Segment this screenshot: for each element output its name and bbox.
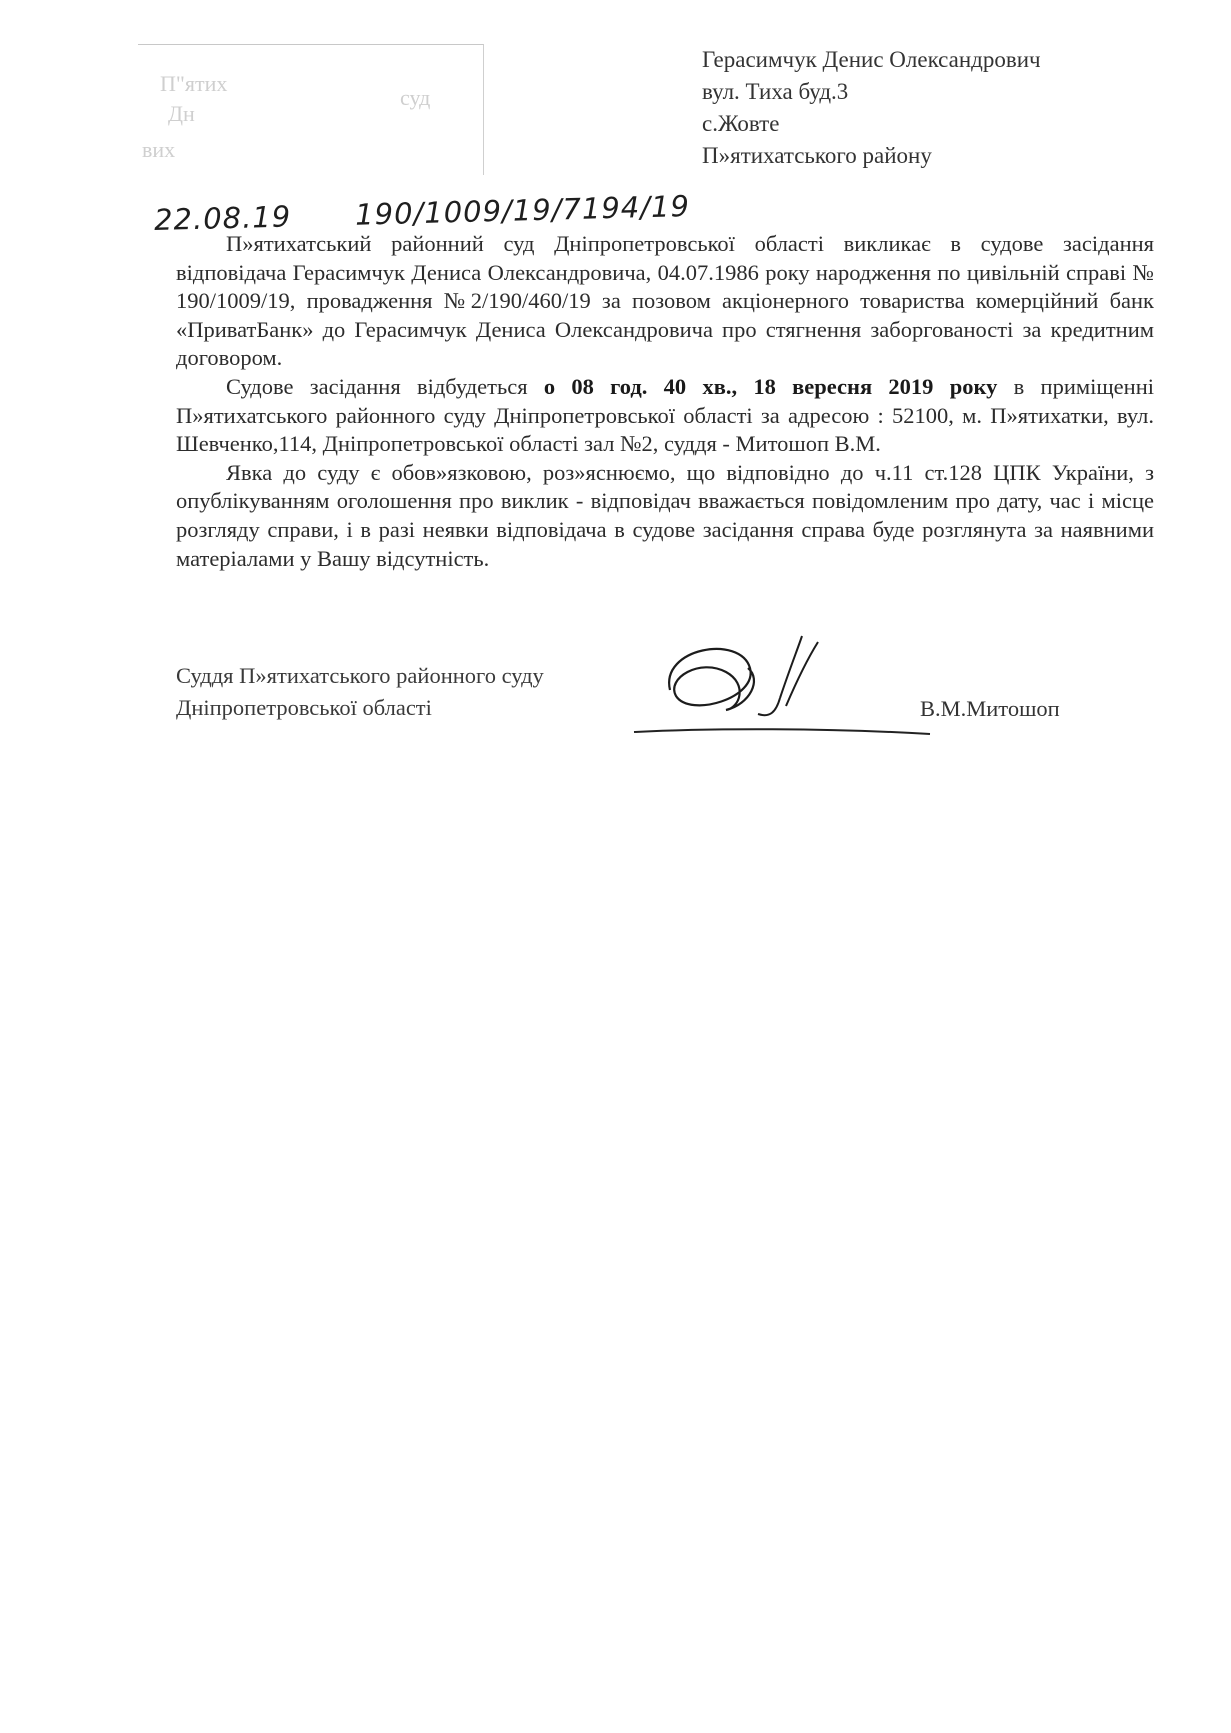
summons-paragraph: П»ятихатський районний суд Дніпропетровської області викликає в судове засідання відповідача Герасимчук Дениса Олександровича, 04.07.1986 року народження по цивільній справі № 190/1009/19, провадження №2/190/460/19 за позовом акціонерного товариства комерційний банк «ПриватБанк» до Герасимчук Дениса Олександровича про стягнення заборгованості за кредитним договором. — [176, 231, 1154, 371]
judge-name: В.М.Митошоп — [920, 696, 1060, 721]
attendance-paragraph: Явка до суду є обов»язковою, роз»яснюємо, що відповідно до ч.11 ст.128 ЦПК України, з опублікуванням оголошення про виклик - відповідач вважається повідомленим про дату, час і місце розгляду справи, і в разі неявки відповідача в судове засідання справа буде розглянута за наявними матеріалами у Вашу відсутність. — [176, 459, 1154, 571]
stamp-line: вих — [142, 137, 176, 162]
summons-body — [176, 230, 1154, 573]
hearing-datetime: о 08 год. 40 хв., 18 вересня 2019 року — [543, 373, 998, 399]
stamp-line: суд — [400, 85, 431, 110]
judge-title — [176, 660, 544, 724]
stamp-line: П"ятих — [160, 71, 228, 96]
recipient-village: с.Жовте — [702, 111, 780, 136]
judge-title-line: Суддя П»ятихатського районного суду — [176, 663, 544, 688]
recipient-street: вул. Тиха буд.3 — [702, 79, 849, 104]
judge-title-line: Дніпропетровської області — [176, 695, 432, 720]
handwritten-date: 22.08.19 — [153, 199, 292, 238]
hearing-paragraph — [176, 373, 1154, 459]
stamp-line: Дн — [168, 101, 195, 126]
registration-stamp — [138, 44, 484, 175]
judge-signature — [630, 628, 950, 748]
hearing-text: Судове засідання відбудеться — [226, 373, 544, 399]
handwritten-case-number: 190/1009/19/7194/19 — [354, 188, 691, 232]
hearing-text: в приміщенні П»ятихатського районного суду Дніпропетровської області за адресою : 52100, м. П»ятихатки, вул. Шевченко,114, Дніпропетровської області зал №2, суддя - Митошоп В.М. — [176, 373, 1155, 457]
recipient-district: П»ятихатського району — [702, 143, 932, 168]
recipient-name: Герасимчук Денис Олександрович — [702, 47, 1041, 72]
recipient-address — [702, 44, 1041, 172]
